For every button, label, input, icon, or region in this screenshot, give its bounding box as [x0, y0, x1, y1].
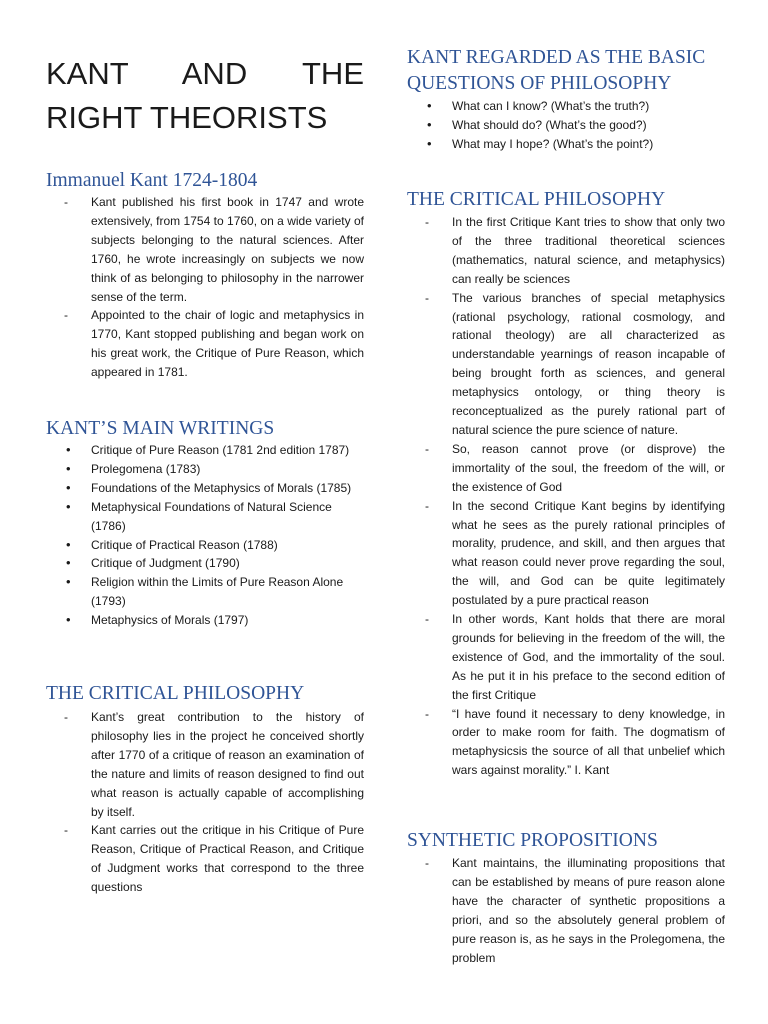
questions-heading: KANT REGARDED AS THE BASIC QUESTIONS OF PHILOSOPHY: [407, 47, 706, 94]
list-item: - In other words, Kant holds that there are moral grounds for believing in the freedom of the will, the existence of God, and the immortality of the soul. As he put it in his preface to the second edition of the first Critique: [407, 610, 725, 705]
list-item: - Kant published his first book in 1747 and wrote extensively, from 1754 to 1760, on a wide variety of subjects belonging to the natural sciences. After 1760, he wrote increasingly on subjects we now think of as belonging to philosophy in the narrower sense of the term.: [46, 193, 364, 306]
critical-heading-right: THE CRITICAL PHILOSOPHY: [407, 189, 666, 210]
list-item: - In the first Critique Kant tries to show that only two of the three traditional theoretical sciences (mathematics, natural science, and metaphysics) can really be sciences: [407, 213, 725, 289]
list-item: - “I have found it necessary to deny knowledge, in order to make room for faith. The dogmatism of metaphysicsis the source of all that unbelief which wars against morality.” I. Kant: [407, 705, 725, 781]
page-title: KANT AND THE RIGHT THEORISTS: [46, 56, 364, 135]
list-item: • Critique of Judgment (1790): [46, 554, 364, 573]
list-item: • What should do? (What’s the good?): [407, 116, 725, 135]
synthetic-list: [407, 854, 725, 967]
list-item: - In the second Critique Kant begins by identifying what he sees as the purely rational principles of morality, prudence, and skill, and then argues that what reason could never prove regarding the soul, the will, and God can be quite legitimately postulated by a pure practical reason: [407, 497, 725, 610]
list-item: • Foundations of the Metaphysics of Morals (1785): [46, 479, 364, 498]
list-item: • Metaphysical Foundations of Natural Science (1786): [46, 498, 364, 536]
list-item: • Critique of Pure Reason (1781 2nd edition 1787): [46, 441, 364, 460]
list-item: - So, reason cannot prove (or disprove) the immortality of the soul, the freedom of the will, or the existence of God: [407, 440, 725, 497]
writings-heading: KANT’S MAIN WRITINGS: [46, 418, 275, 439]
list-item: - Kant maintains, the illuminating propositions that can be established by means of pure reason alone have the character of synthetic propositions a priori, and so the absolutely general problem of pure reason is, as he says in the Prolegomena, the problem: [407, 854, 725, 967]
list-item: - Appointed to the chair of logic and metaphysics in 1770, Kant stopped publishing and began work on his great work, the Critique of Pure Reason, which appeared in 1781.: [46, 306, 364, 382]
critical-list-right: [407, 213, 725, 780]
list-item: • What may I hope? (What’s the point?): [407, 135, 725, 154]
critical-list-left: [46, 708, 364, 897]
list-item: • Religion within the Limits of Pure Reason Alone (1793): [46, 573, 364, 611]
list-item: • Metaphysics of Morals (1797): [46, 611, 364, 630]
kant-bio-list: [46, 193, 364, 382]
list-item: - Kant carries out the critique in his Critique of Pure Reason, Critique of Practical Reason, and Critique of Judgment works that correspond to the three questions: [46, 821, 364, 897]
list-item: - The various branches of special metaphysics (rational psychology, rational cosmology, and rational theology) are all characterized as understandable yearnings of reason incapable of being brought forth as sciences, and general metaphysics ontology, or thing theory is reconceptualized as the purely rational part of natural science the pure science of nature.: [407, 289, 725, 440]
questions-list: [407, 97, 725, 154]
critical-heading-left: THE CRITICAL PHILOSOPHY: [46, 683, 305, 704]
list-item: • Critique of Practical Reason (1788): [46, 536, 364, 555]
list-item: • What can I know? (What’s the truth?): [407, 97, 725, 116]
synthetic-heading: SYNTHETIC PROPOSITIONS: [407, 830, 658, 851]
list-item: - Kant’s great contribution to the history of philosophy lies in the project he conceived shortly after 1770 of a critique of reason an examination of the nature and limits of reason designed to find out what reason is actually capable of accomplishing by itself.: [46, 708, 364, 821]
writings-list: [46, 441, 364, 630]
kant-heading: Immanuel Kant 1724-1804: [46, 170, 258, 191]
list-item: • Prolegomena (1783): [46, 460, 364, 479]
